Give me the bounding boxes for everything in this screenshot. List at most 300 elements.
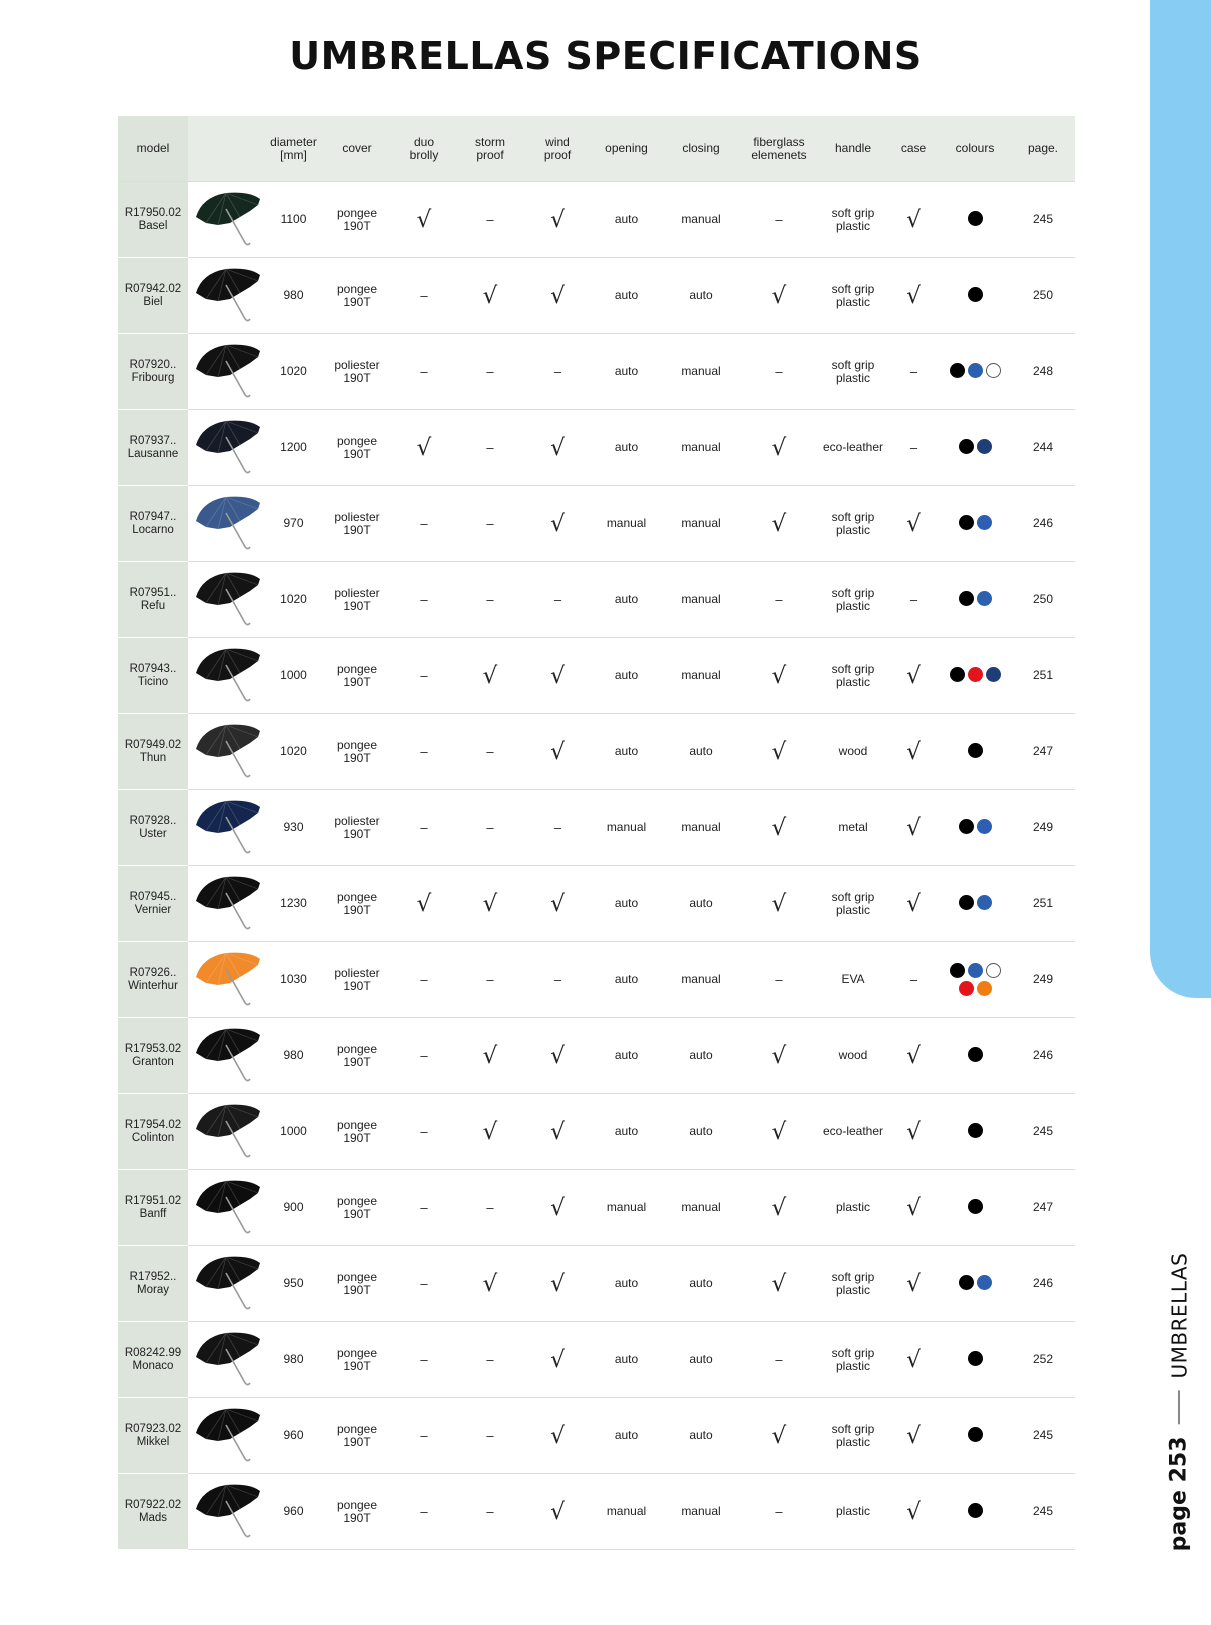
check-icon: √ (482, 1270, 498, 1297)
cell-wind-proof (524, 1094, 591, 1170)
cell-closing: manual (662, 790, 740, 866)
cell-wind-proof (524, 790, 591, 866)
colour-dot-blue (968, 963, 983, 978)
cell-wind-proof (524, 334, 591, 410)
cell-fiberglass (740, 866, 818, 942)
check-icon: √ (550, 1042, 565, 1069)
check-icon: √ (416, 434, 432, 461)
dash-icon: – (420, 819, 428, 835)
cell-fiberglass (740, 334, 818, 410)
colour-swatches (949, 743, 1001, 758)
dash-icon: – (909, 591, 918, 607)
cell-wind-proof (524, 258, 591, 334)
check-icon: √ (906, 814, 921, 841)
colour-swatches (949, 363, 1001, 378)
dash-icon: – (486, 515, 494, 531)
cell-wind-proof (524, 714, 591, 790)
cell-diameter: 1020 (265, 714, 322, 790)
colour-dot-blue (977, 1275, 992, 1290)
cell-image (188, 942, 265, 1018)
cell-duo-brolly (392, 1322, 456, 1398)
dash-icon: – (420, 591, 428, 607)
cell-page: 244 (1011, 410, 1075, 486)
check-icon: √ (771, 814, 787, 841)
cell-cover: pongee 190T (322, 410, 392, 486)
cell-colours (939, 1474, 1011, 1550)
check-icon: √ (771, 890, 787, 917)
cell-model: R17951.02 Banff (118, 1170, 188, 1246)
cell-case (888, 942, 939, 1018)
header-duo-brolly: duo brolly (392, 116, 456, 182)
cell-handle: soft grip plastic (818, 1322, 888, 1398)
colour-swatches (949, 1275, 1001, 1290)
colour-dot-navy (986, 667, 1001, 682)
cell-opening: manual (591, 486, 662, 562)
header-page: page. (1011, 116, 1075, 182)
check-icon: √ (771, 282, 787, 309)
cell-storm-proof (456, 1170, 524, 1246)
dash-icon: – (775, 971, 783, 987)
colour-dot-orange (977, 981, 992, 996)
umbrella-image (192, 1025, 262, 1087)
cell-page: 246 (1011, 1246, 1075, 1322)
cell-duo-brolly (392, 334, 456, 410)
dash-icon: – (553, 363, 562, 379)
table-header-row (118, 116, 1075, 182)
cell-diameter: 1030 (265, 942, 322, 1018)
colour-swatches (949, 1047, 1001, 1062)
cell-colours (939, 1322, 1011, 1398)
dash-icon: – (420, 1503, 428, 1519)
cell-image (188, 714, 265, 790)
cell-wind-proof (524, 1170, 591, 1246)
cell-cover: pongee 190T (322, 1246, 392, 1322)
check-icon: √ (550, 1346, 565, 1373)
cell-case (888, 866, 939, 942)
dash-icon: – (486, 1503, 494, 1519)
colour-dot-black (950, 963, 965, 978)
dash-icon: – (420, 743, 428, 759)
colour-dot-red (959, 981, 974, 996)
cell-duo-brolly (392, 182, 456, 258)
cell-duo-brolly (392, 942, 456, 1018)
check-icon: √ (906, 1422, 921, 1449)
umbrella-image (192, 1101, 262, 1163)
header-fiberglass: fiberglass elemenets (740, 116, 818, 182)
cell-storm-proof (456, 1018, 524, 1094)
cell-fiberglass (740, 942, 818, 1018)
cell-cover: pongee 190T (322, 182, 392, 258)
cell-opening: auto (591, 182, 662, 258)
table-row (118, 1246, 1075, 1322)
colour-swatches (949, 287, 1001, 302)
cell-handle: soft grip plastic (818, 562, 888, 638)
umbrella-image (192, 949, 262, 1011)
check-icon: √ (550, 1118, 565, 1145)
cell-duo-brolly (392, 1170, 456, 1246)
dash-icon: – (553, 819, 562, 835)
cell-duo-brolly (392, 1018, 456, 1094)
cell-cover: pongee 190T (322, 258, 392, 334)
cell-opening: auto (591, 866, 662, 942)
cell-image (188, 1170, 265, 1246)
cell-opening: manual (591, 790, 662, 866)
cell-diameter: 960 (265, 1398, 322, 1474)
page-footer-vertical (1166, 1252, 1192, 1552)
cell-wind-proof (524, 866, 591, 942)
cell-fiberglass (740, 258, 818, 334)
cell-model: R07942.02 Biel (118, 258, 188, 334)
cell-storm-proof (456, 562, 524, 638)
cell-cover: pongee 190T (322, 1170, 392, 1246)
cell-image (188, 1094, 265, 1170)
cell-handle: soft grip plastic (818, 486, 888, 562)
cell-page: 245 (1011, 1094, 1075, 1170)
cell-closing: auto (662, 1246, 740, 1322)
cell-duo-brolly (392, 258, 456, 334)
colour-dot-blue (968, 363, 983, 378)
table-row (118, 1094, 1075, 1170)
cell-model: R07949.02 Thun (118, 714, 188, 790)
cell-wind-proof (524, 182, 591, 258)
cell-colours (939, 1018, 1011, 1094)
colour-swatches (949, 1123, 1001, 1138)
colour-dot-black (968, 1123, 983, 1138)
cell-fiberglass (740, 1474, 818, 1550)
cell-model: R07937.. Lausanne (118, 410, 188, 486)
cell-closing: manual (662, 562, 740, 638)
umbrella-image (192, 797, 262, 859)
check-icon: √ (416, 890, 432, 917)
cell-fiberglass (740, 638, 818, 714)
cell-duo-brolly (392, 1398, 456, 1474)
cell-case (888, 562, 939, 638)
check-icon: √ (906, 662, 921, 689)
cell-case (888, 410, 939, 486)
table-row (118, 182, 1075, 258)
table-row (118, 638, 1075, 714)
colour-dot-black (968, 1199, 983, 1214)
cell-duo-brolly (392, 638, 456, 714)
cell-cover: pongee 190T (322, 1094, 392, 1170)
check-icon: √ (482, 282, 498, 309)
header-diameter: diameter [mm] (265, 116, 322, 182)
cell-storm-proof (456, 1474, 524, 1550)
cell-model: R07928.. Uster (118, 790, 188, 866)
header-closing: closing (662, 116, 740, 182)
check-icon: √ (906, 510, 921, 537)
cell-opening: auto (591, 410, 662, 486)
dash-icon: – (420, 1123, 428, 1139)
cell-image (188, 1322, 265, 1398)
cell-storm-proof (456, 182, 524, 258)
cell-opening: auto (591, 638, 662, 714)
check-icon: √ (906, 1270, 921, 1297)
cell-storm-proof (456, 410, 524, 486)
dash-icon: – (420, 971, 428, 987)
specifications-table (118, 116, 1075, 1550)
cell-case (888, 638, 939, 714)
check-icon: √ (771, 738, 787, 765)
colour-swatches (949, 515, 1001, 530)
cell-image (188, 182, 265, 258)
cell-storm-proof (456, 1398, 524, 1474)
umbrella-image (192, 1481, 262, 1543)
dash-icon: – (420, 667, 428, 683)
check-icon: √ (906, 282, 921, 309)
cell-storm-proof (456, 942, 524, 1018)
cell-colours (939, 334, 1011, 410)
colour-dot-black (968, 1427, 983, 1442)
cell-fiberglass (740, 410, 818, 486)
cell-model: R17953.02 Granton (118, 1018, 188, 1094)
check-icon: √ (771, 1194, 787, 1221)
table-row (118, 790, 1075, 866)
cell-cover: pongee 190T (322, 1474, 392, 1550)
dash-icon: – (775, 211, 783, 227)
cell-opening: manual (591, 1474, 662, 1550)
colour-swatches (949, 211, 1001, 226)
cell-fiberglass (740, 1246, 818, 1322)
header-opening: opening (591, 116, 662, 182)
cell-case (888, 1246, 939, 1322)
cell-model: R07943.. Ticino (118, 638, 188, 714)
page-title: UMBRELLAS SPECIFICATIONS (289, 34, 922, 78)
dash-icon: – (486, 743, 494, 759)
colour-swatches (949, 1199, 1001, 1214)
section-tab (1150, 0, 1211, 998)
umbrella-image (192, 721, 262, 783)
cell-cover: poliester 190T (322, 790, 392, 866)
umbrella-image (192, 1405, 262, 1467)
table-row (118, 1018, 1075, 1094)
cell-colours (939, 714, 1011, 790)
cell-case (888, 1018, 939, 1094)
cell-diameter: 900 (265, 1170, 322, 1246)
colour-dot-white (986, 963, 1001, 978)
dash-icon: – (909, 363, 918, 379)
cell-model: R07945.. Vernier (118, 866, 188, 942)
cell-diameter: 1020 (265, 334, 322, 410)
cell-colours (939, 790, 1011, 866)
cell-image (188, 1398, 265, 1474)
dash-icon: – (486, 591, 494, 607)
umbrella-image (192, 873, 262, 935)
cell-colours (939, 1094, 1011, 1170)
cell-duo-brolly (392, 790, 456, 866)
check-icon: √ (550, 434, 565, 461)
cell-diameter: 1200 (265, 410, 322, 486)
cell-case (888, 714, 939, 790)
cell-cover: pongee 190T (322, 638, 392, 714)
cell-colours (939, 1170, 1011, 1246)
umbrella-image (192, 341, 262, 403)
colour-dot-blue (977, 819, 992, 834)
cell-colours (939, 638, 1011, 714)
cell-opening: auto (591, 258, 662, 334)
check-icon: √ (771, 434, 787, 461)
check-icon: √ (550, 738, 565, 765)
header-handle: handle (818, 116, 888, 182)
cell-handle: eco-leather (818, 1094, 888, 1170)
table-row (118, 1474, 1075, 1550)
check-icon: √ (550, 1498, 565, 1525)
cell-page: 245 (1011, 182, 1075, 258)
cell-model: R07922.02 Mads (118, 1474, 188, 1550)
cell-closing: auto (662, 714, 740, 790)
umbrella-image (192, 645, 262, 707)
check-icon: √ (906, 1346, 921, 1373)
colour-swatches (949, 439, 1001, 454)
cell-wind-proof (524, 1018, 591, 1094)
umbrella-image (192, 1329, 262, 1391)
cell-fiberglass (740, 182, 818, 258)
dash-icon: – (553, 591, 562, 607)
cell-case (888, 790, 939, 866)
cell-duo-brolly (392, 410, 456, 486)
colour-dot-black (959, 819, 974, 834)
cell-storm-proof (456, 714, 524, 790)
colour-swatches (949, 1503, 1001, 1518)
umbrella-image (192, 1177, 262, 1239)
cell-image (188, 334, 265, 410)
cell-page: 249 (1011, 942, 1075, 1018)
cell-diameter: 980 (265, 258, 322, 334)
cell-case (888, 486, 939, 562)
cell-opening: auto (591, 562, 662, 638)
cell-cover: poliester 190T (322, 334, 392, 410)
header-image (188, 116, 265, 182)
cell-handle: wood (818, 1018, 888, 1094)
cell-fiberglass (740, 486, 818, 562)
header-colours: colours (939, 116, 1011, 182)
cell-storm-proof (456, 1322, 524, 1398)
cell-closing: auto (662, 1322, 740, 1398)
cell-image (188, 258, 265, 334)
colour-dot-white (986, 363, 1001, 378)
cell-case (888, 258, 939, 334)
check-icon: √ (550, 662, 565, 689)
cell-wind-proof (524, 410, 591, 486)
check-icon: √ (550, 510, 565, 537)
cell-page: 252 (1011, 1322, 1075, 1398)
cell-diameter: 980 (265, 1018, 322, 1094)
colour-dot-black (968, 1351, 983, 1366)
cell-model: R17952.. Moray (118, 1246, 188, 1322)
cell-wind-proof (524, 1474, 591, 1550)
cell-closing: manual (662, 182, 740, 258)
cell-duo-brolly (392, 1474, 456, 1550)
cell-closing: auto (662, 1094, 740, 1170)
cell-diameter: 930 (265, 790, 322, 866)
colour-dot-black (959, 591, 974, 606)
check-icon: √ (550, 890, 565, 917)
umbrella-image (192, 493, 262, 555)
cell-handle: EVA (818, 942, 888, 1018)
colour-dot-black (950, 363, 965, 378)
cell-wind-proof (524, 486, 591, 562)
cell-diameter: 1000 (265, 1094, 322, 1170)
table-row (118, 1398, 1075, 1474)
cell-cover: poliester 190T (322, 486, 392, 562)
dash-icon: – (420, 1199, 428, 1215)
table-row (118, 866, 1075, 942)
check-icon: √ (906, 738, 921, 765)
check-icon: √ (906, 1118, 921, 1145)
dash-icon: – (486, 971, 494, 987)
cell-diameter: 970 (265, 486, 322, 562)
dash-icon: – (420, 515, 428, 531)
check-icon: √ (771, 1422, 787, 1449)
cell-wind-proof (524, 1398, 591, 1474)
cell-diameter: 1230 (265, 866, 322, 942)
cell-storm-proof (456, 258, 524, 334)
colour-dot-blue (977, 895, 992, 910)
cell-diameter: 1000 (265, 638, 322, 714)
cell-closing: auto (662, 866, 740, 942)
dash-icon: – (420, 1047, 428, 1063)
cell-model: R07947.. Locarno (118, 486, 188, 562)
colour-dot-black (959, 515, 974, 530)
dash-icon: – (775, 363, 783, 379)
header-case: case (888, 116, 939, 182)
cell-case (888, 1474, 939, 1550)
table-row (118, 334, 1075, 410)
cell-diameter: 1020 (265, 562, 322, 638)
cell-fiberglass (740, 1094, 818, 1170)
colour-dot-black (959, 1275, 974, 1290)
cell-page: 247 (1011, 714, 1075, 790)
cell-duo-brolly (392, 486, 456, 562)
cell-cover: pongee 190T (322, 866, 392, 942)
cell-storm-proof (456, 1094, 524, 1170)
colour-dot-blue (977, 591, 992, 606)
cell-cover: poliester 190T (322, 942, 392, 1018)
cell-cover: pongee 190T (322, 1018, 392, 1094)
colour-dot-black (968, 211, 983, 226)
cell-duo-brolly (392, 562, 456, 638)
cell-colours (939, 1246, 1011, 1322)
colour-dot-red (968, 667, 983, 682)
cell-storm-proof (456, 1246, 524, 1322)
cell-case (888, 334, 939, 410)
cell-handle: plastic (818, 1170, 888, 1246)
cell-closing: manual (662, 1170, 740, 1246)
cell-case (888, 1322, 939, 1398)
cell-colours (939, 866, 1011, 942)
cell-handle: soft grip plastic (818, 638, 888, 714)
cell-closing: manual (662, 334, 740, 410)
cell-colours (939, 562, 1011, 638)
cell-handle: soft grip plastic (818, 334, 888, 410)
dash-icon: – (909, 439, 918, 455)
cell-image (188, 1474, 265, 1550)
dash-icon: – (486, 1427, 494, 1443)
page-number-label: page 253 (1166, 1436, 1192, 1552)
check-icon: √ (482, 1042, 498, 1069)
cell-cover: pongee 190T (322, 714, 392, 790)
cell-handle: soft grip plastic (818, 1398, 888, 1474)
cell-colours (939, 1398, 1011, 1474)
cell-model: R07926.. Winterhur (118, 942, 188, 1018)
table-row (118, 410, 1075, 486)
dash-icon: – (420, 287, 428, 303)
cell-opening: auto (591, 1246, 662, 1322)
section-label: UMBRELLAS (1167, 1252, 1191, 1379)
cell-model: R17954.02 Colinton (118, 1094, 188, 1170)
cell-colours (939, 486, 1011, 562)
cell-duo-brolly (392, 1246, 456, 1322)
